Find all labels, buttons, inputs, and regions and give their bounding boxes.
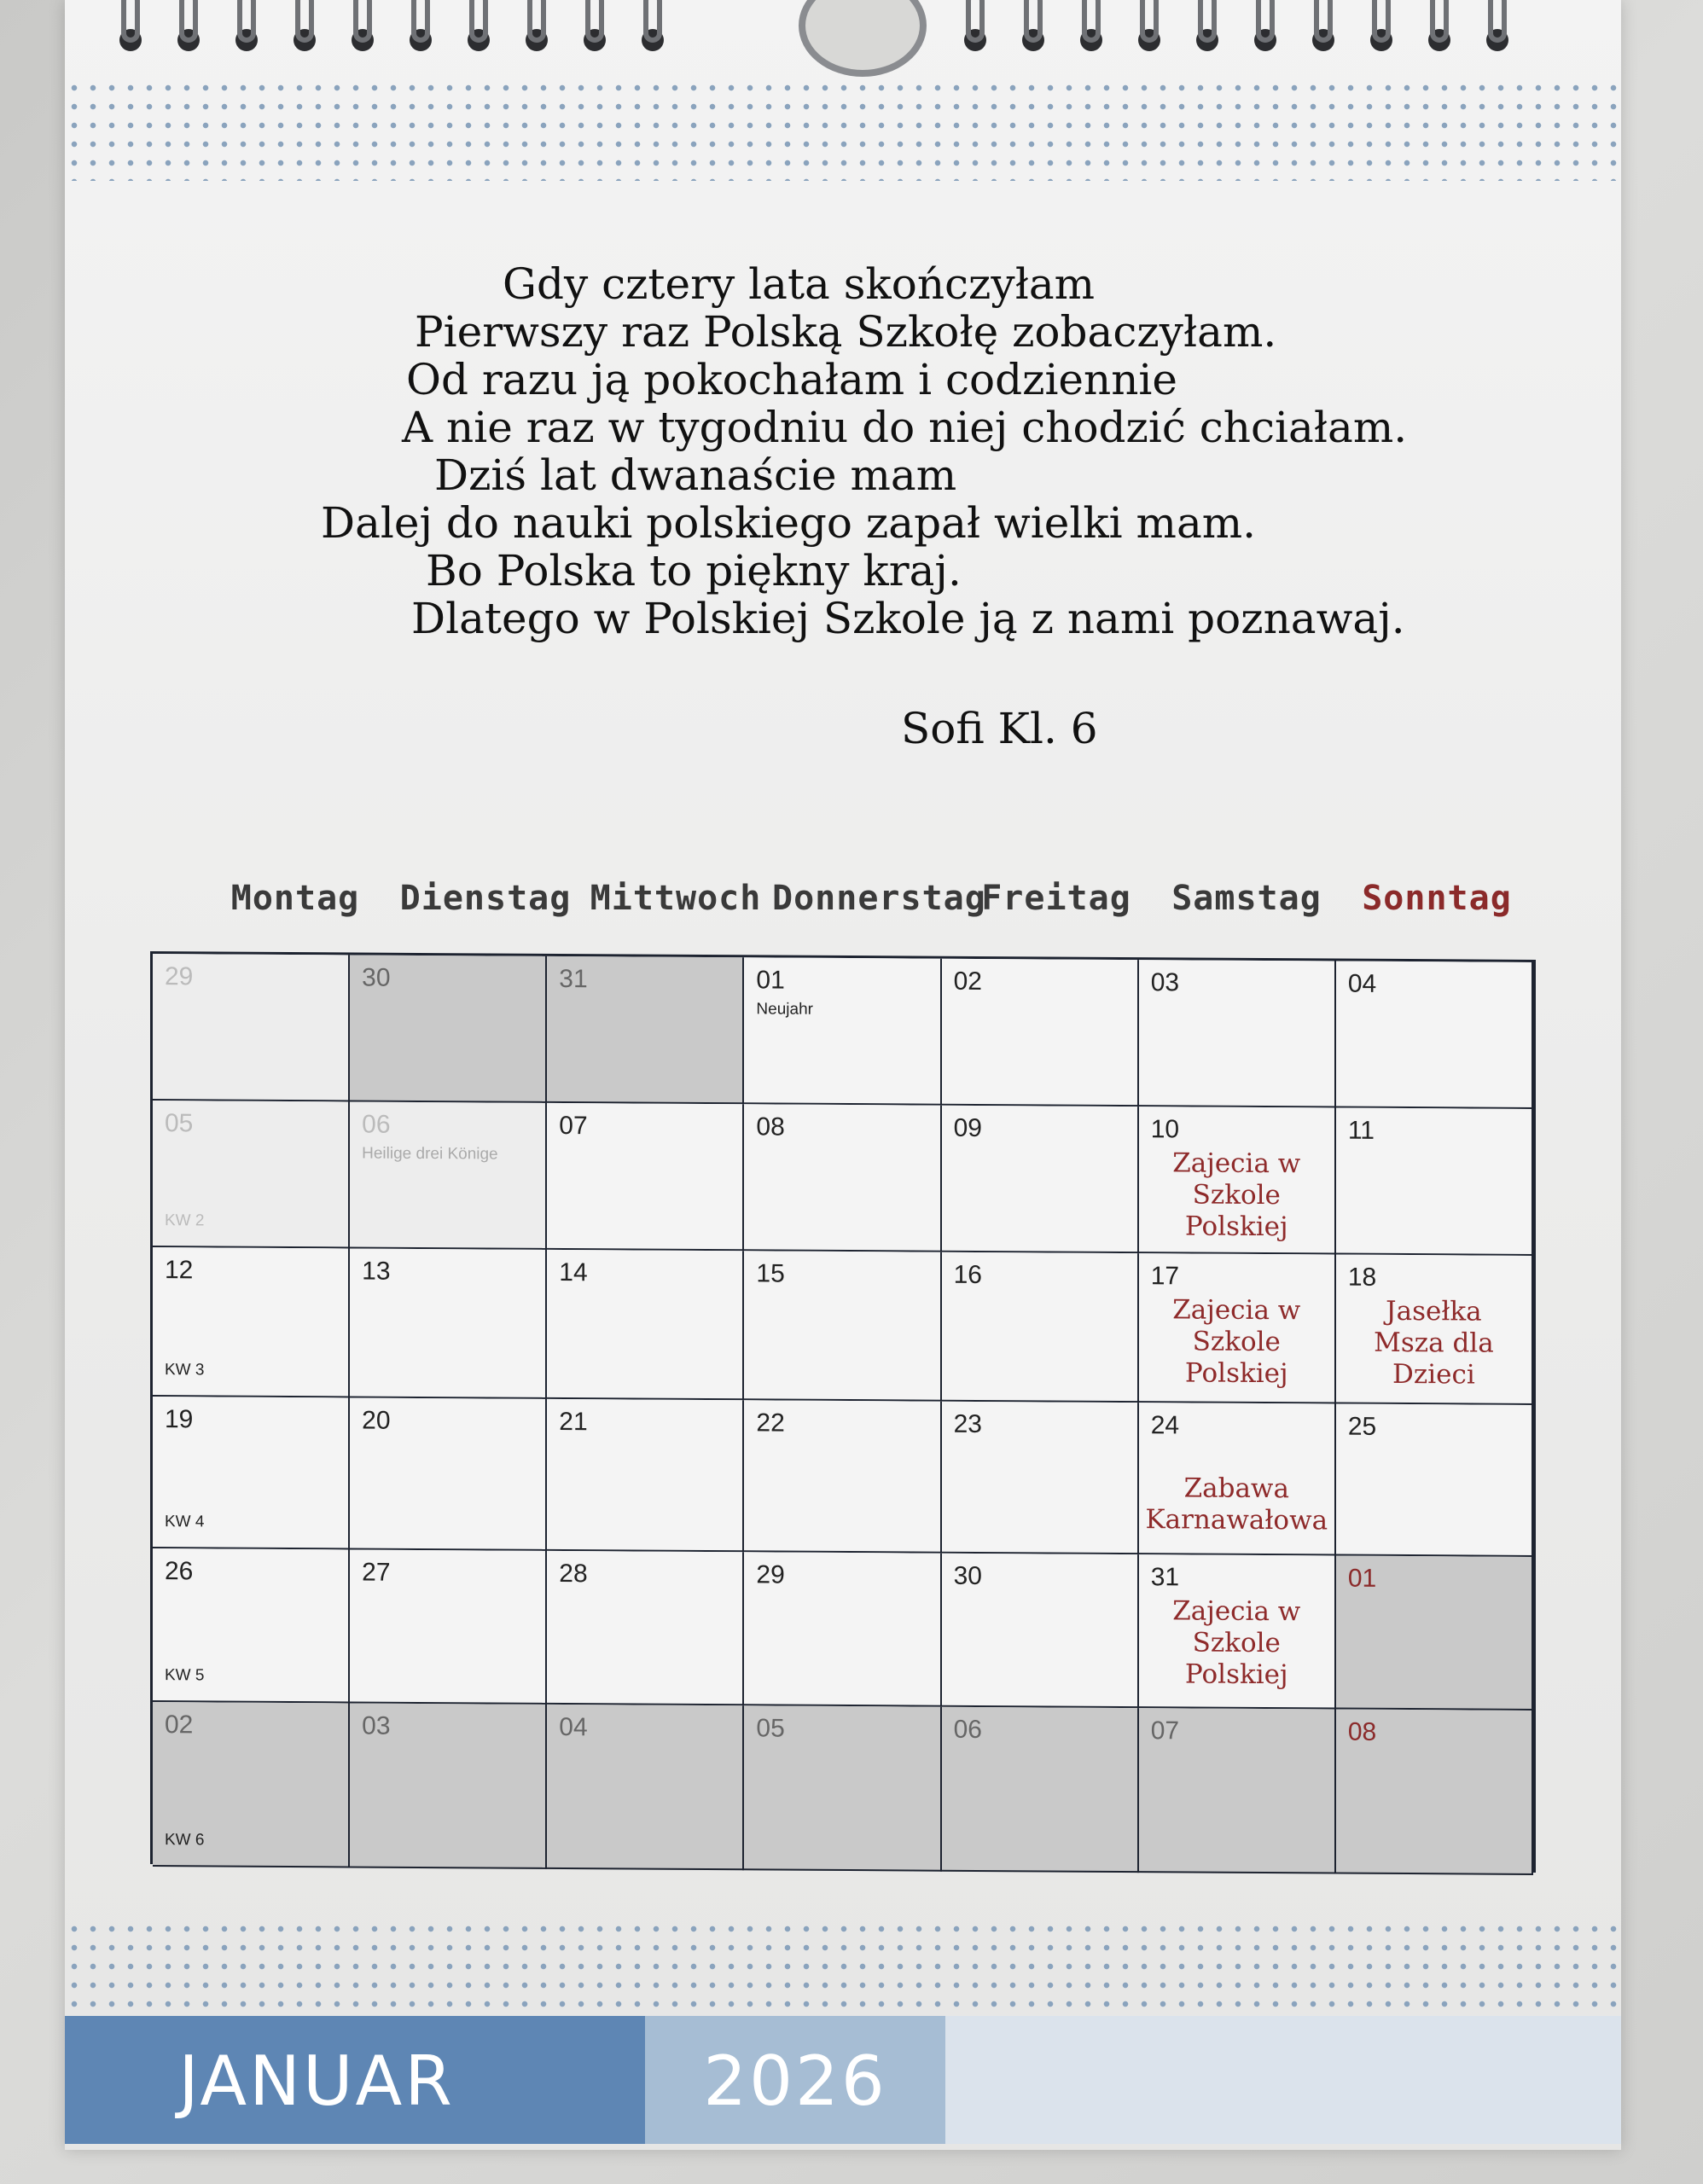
day-cell[interactable] <box>744 1104 941 1252</box>
weekday-sonntag: Sonntag <box>1362 879 1512 918</box>
day-cell[interactable] <box>942 1106 1139 1253</box>
day-cell[interactable] <box>942 1252 1139 1403</box>
day-number: 06 <box>362 1110 391 1139</box>
weekday-mittwoch: Mittwoch <box>590 879 762 918</box>
day-number: 22 <box>756 1409 785 1438</box>
day-cell[interactable] <box>1336 1556 1533 1711</box>
binding-ring <box>116 0 145 58</box>
day-number: 05 <box>756 1714 785 1743</box>
day-number: 25 <box>1347 1412 1377 1441</box>
day-cell[interactable] <box>350 955 547 1102</box>
day-number: 31 <box>559 964 588 994</box>
day-cell[interactable] <box>350 1703 547 1868</box>
event-line: Zajecia w <box>1172 1294 1301 1327</box>
holiday-label: Heilige drei Könige <box>362 1144 498 1164</box>
day-number: 14 <box>559 1258 588 1287</box>
day-cell[interactable] <box>942 1707 1139 1873</box>
day-cell[interactable] <box>744 1705 941 1871</box>
weekday-donnerstag: Donnerstag <box>772 879 986 918</box>
day-number: 30 <box>953 1561 982 1590</box>
day-number: 29 <box>165 962 194 991</box>
binding-ring <box>1425 0 1454 58</box>
day-cell[interactable] <box>1336 1404 1533 1557</box>
day-number: 01 <box>1347 1564 1377 1593</box>
binding-ring <box>232 0 261 58</box>
poem-line: Gdy cztery lata skończyłam <box>503 259 1096 309</box>
event-label <box>1336 1296 1532 1391</box>
month-grid <box>150 951 1536 1873</box>
day-cell[interactable] <box>153 1397 350 1549</box>
binding-ring <box>464 0 493 58</box>
poem-line: A nie raz w tygodniu do niej chodzić chciałam. <box>402 403 1408 452</box>
poem-line: Dlatego w Polskiej Szkole ją z nami poznawaj. <box>411 594 1405 643</box>
weekday-dienstag: Dienstag <box>399 879 572 918</box>
day-number: 20 <box>362 1406 391 1435</box>
day-cell[interactable] <box>1336 961 1533 1109</box>
day-cell[interactable] <box>547 1250 744 1400</box>
event-label <box>1139 1294 1334 1390</box>
event-label <box>1139 1472 1334 1536</box>
week-number: KW 6 <box>165 1831 205 1850</box>
poem <box>321 260 1430 642</box>
day-cell[interactable] <box>1336 1108 1533 1256</box>
poem-line: Od razu ją pokochałam i codziennie <box>406 355 1178 404</box>
day-cell[interactable] <box>942 1402 1139 1554</box>
event-line: Msza dla <box>1374 1327 1494 1359</box>
binding-ring <box>1483 0 1512 58</box>
binding-ring <box>1193 0 1222 58</box>
binding-ring <box>1251 0 1280 58</box>
day-number: 15 <box>756 1259 785 1288</box>
day-number: 02 <box>165 1711 194 1740</box>
month-label: JANUAR <box>178 2042 455 2121</box>
day-number: 21 <box>559 1407 588 1437</box>
day-cell[interactable] <box>153 1247 350 1397</box>
poem-line: Pierwszy raz Polską Szkołę zobaczyłam. <box>415 307 1277 357</box>
day-cell[interactable] <box>547 956 744 1104</box>
day-cell[interactable] <box>1139 1403 1336 1555</box>
binding-ring <box>580 0 609 58</box>
day-number: 27 <box>362 1558 391 1587</box>
day-number: 30 <box>362 963 391 992</box>
footer-band <box>945 2016 1621 2144</box>
day-cell[interactable] <box>1139 1554 1336 1709</box>
day-cell[interactable] <box>744 1552 941 1706</box>
day-number: 12 <box>165 1256 194 1285</box>
binding-ring <box>522 0 551 58</box>
week-number: KW 2 <box>165 1211 205 1230</box>
dot-pattern-bottom <box>65 1920 1621 2013</box>
week-number: KW 4 <box>165 1513 205 1531</box>
day-number: 13 <box>362 1257 391 1286</box>
poem-author: Sofi Kl. 6 <box>901 704 1098 753</box>
day-cell[interactable] <box>942 1554 1139 1708</box>
binding-ring <box>174 0 203 58</box>
binding-ring <box>638 0 667 58</box>
day-number: 17 <box>1150 1262 1180 1291</box>
day-number: 03 <box>362 1711 391 1740</box>
month-band <box>65 2016 645 2144</box>
weekday-montag: Montag <box>230 879 360 918</box>
day-number: 26 <box>165 1557 194 1586</box>
poem-line: Dziś lat dwanaście mam <box>434 450 957 500</box>
binding-ring <box>290 0 319 58</box>
event-line: Karnawałowa <box>1145 1504 1328 1536</box>
day-cell[interactable] <box>1336 1255 1533 1405</box>
event-line: Zajecia w <box>1172 1147 1301 1180</box>
day-cell[interactable] <box>153 1548 350 1703</box>
day-cell[interactable] <box>1139 960 1336 1107</box>
event-label <box>1139 1147 1334 1243</box>
day-number: 04 <box>1347 969 1377 998</box>
day-number: 05 <box>165 1109 194 1138</box>
poem-line: Bo Polska to piękny kraj. <box>426 546 962 595</box>
day-number: 07 <box>559 1111 588 1141</box>
week-number: KW 3 <box>165 1361 205 1380</box>
day-number: 06 <box>953 1715 982 1744</box>
day-cell[interactable] <box>1139 1708 1336 1873</box>
day-number: 11 <box>1347 1116 1375 1145</box>
binding-ring <box>348 0 377 58</box>
event-line: Polskiej <box>1184 1211 1288 1243</box>
binding-ring <box>1367 0 1396 58</box>
day-cell[interactable] <box>350 1101 547 1249</box>
event-line: Polskiej <box>1184 1658 1288 1691</box>
weekday-samstag: Samstag <box>1171 879 1322 918</box>
day-number: 18 <box>1347 1263 1377 1292</box>
day-cell[interactable] <box>547 1551 744 1705</box>
day-cell[interactable] <box>153 1702 350 1867</box>
event-label <box>1139 1595 1334 1691</box>
day-cell[interactable] <box>350 1549 547 1704</box>
day-cell[interactable] <box>744 1251 941 1401</box>
weekday-freitag: Freitag <box>981 879 1131 918</box>
day-number: 01 <box>756 966 785 995</box>
day-number: 10 <box>1150 1115 1180 1144</box>
day-cell[interactable] <box>547 1399 744 1552</box>
event-line: Szkole <box>1192 1179 1281 1211</box>
calendar-page <box>65 0 1621 2150</box>
day-cell[interactable] <box>1139 1107 1336 1254</box>
day-number: 08 <box>1347 1717 1377 1746</box>
day-number: 04 <box>559 1712 588 1742</box>
event-line: Szkole <box>1192 1326 1281 1358</box>
day-cell[interactable] <box>547 1705 744 1870</box>
day-cell[interactable] <box>547 1103 744 1251</box>
event-line: Jasełka <box>1386 1295 1482 1327</box>
event-line: Zabawa <box>1183 1472 1289 1505</box>
day-number: 09 <box>953 1113 982 1142</box>
day-number: 19 <box>165 1405 194 1434</box>
day-cell[interactable] <box>1336 1710 1533 1875</box>
binding-ring <box>1309 0 1338 58</box>
year-band <box>645 2016 945 2144</box>
event-line: Szkole <box>1192 1627 1281 1659</box>
day-cell[interactable] <box>744 1400 941 1553</box>
day-cell[interactable] <box>350 1397 547 1550</box>
poem-line: Dalej do nauki polskiego zapał wielki mam. <box>321 498 1257 548</box>
binding-ring <box>1135 0 1164 58</box>
day-number: 24 <box>1150 1411 1180 1440</box>
day-cell[interactable] <box>942 959 1139 1107</box>
event-line: Zajecia w <box>1172 1595 1301 1628</box>
binding-ring <box>961 0 990 58</box>
day-number: 07 <box>1150 1716 1180 1745</box>
day-cell[interactable] <box>744 957 941 1105</box>
day-number: 31 <box>1150 1563 1180 1592</box>
year-label: 2026 <box>703 2042 887 2121</box>
weekday-header <box>201 879 1635 938</box>
dot-pattern-top <box>65 78 1621 181</box>
event-line: Dzieci <box>1392 1358 1475 1391</box>
day-cell[interactable] <box>350 1248 547 1398</box>
day-number: 02 <box>953 967 982 996</box>
day-cell[interactable] <box>1139 1253 1336 1403</box>
binding-ring <box>1077 0 1106 58</box>
day-cell[interactable] <box>153 1101 350 1248</box>
event-line: Polskiej <box>1184 1357 1288 1390</box>
binding-ring <box>1019 0 1048 58</box>
week-number: KW 5 <box>165 1666 205 1685</box>
day-number: 08 <box>756 1112 785 1141</box>
day-number: 23 <box>953 1409 982 1438</box>
day-number: 03 <box>1150 968 1180 997</box>
day-number: 29 <box>756 1560 785 1589</box>
day-number: 28 <box>559 1559 588 1589</box>
day-cell[interactable] <box>153 954 350 1101</box>
binding-ring <box>406 0 435 58</box>
day-number: 16 <box>953 1260 982 1289</box>
holiday-label: Neujahr <box>756 1000 813 1019</box>
